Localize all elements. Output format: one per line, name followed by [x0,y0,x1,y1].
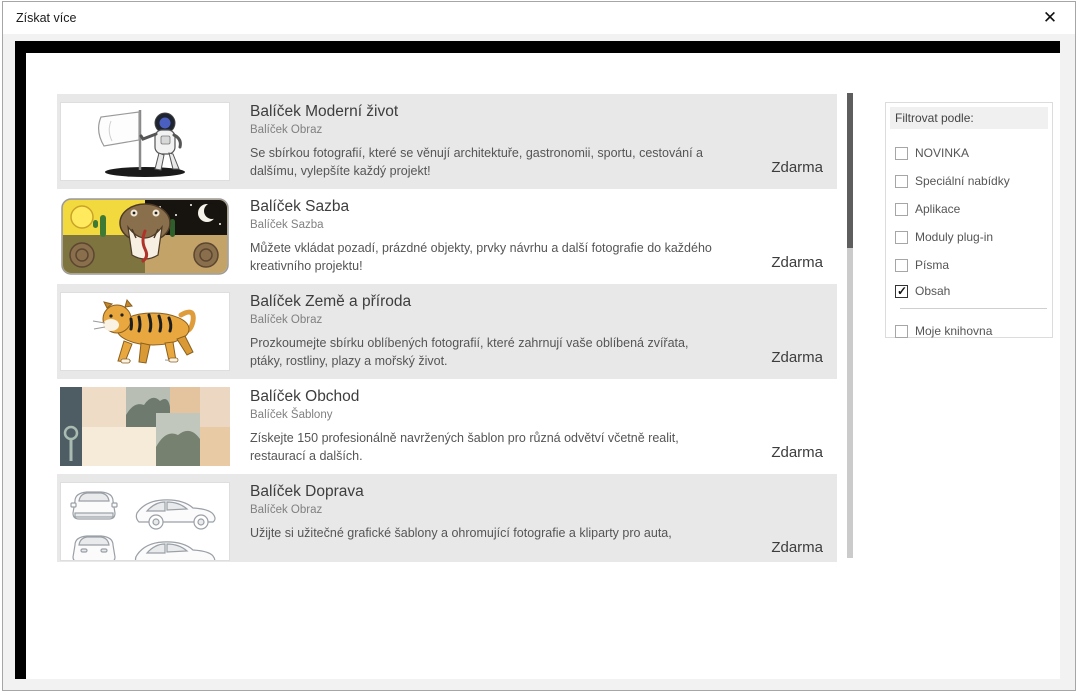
car-drawings-illustration [60,482,230,561]
checkbox-icon[interactable] [895,175,908,188]
dialog-title: Získat více [16,11,77,25]
package-price: Zdarma [771,539,823,556]
filter-item-moje-knihovna[interactable] [895,317,1052,345]
webview-left-bar [15,41,26,679]
scrollbar-thumb[interactable] [847,93,853,248]
checkbox-icon[interactable] [895,325,908,338]
store-webview [15,41,1060,679]
package-price: Zdarma [771,159,823,176]
checkbox-icon[interactable] [895,231,908,244]
astronaut-flag-illustration [60,102,230,181]
checkbox-icon[interactable] [895,203,908,216]
filter-label: Moduly plug-in [915,230,994,244]
package-title: Balíček Moderní život [250,103,399,120]
business-template-collage [60,387,230,466]
package-description: Můžete vkládat pozadí, prázdné objekty, prvky návrhu a další fotografie do každého kreativního projektu! [250,241,712,273]
package-subtitle: Balíček Šablony [250,409,333,421]
tiger-illustration [60,292,230,371]
package-title: Balíček Sazba [250,198,350,215]
list-scrollbar[interactable] [847,93,853,558]
filter-list [886,133,1052,345]
close-icon[interactable]: ✕ [1042,8,1058,27]
package-row-sazba[interactable] [57,189,837,284]
dialog-content [3,34,1075,690]
package-list [57,94,837,562]
package-subtitle: Balíček Obraz [250,504,323,516]
filter-item-specialni-nabidky[interactable] [895,167,1052,195]
filter-item-pisma[interactable] [895,251,1052,279]
package-price: Zdarma [771,349,823,366]
checkbox-icon[interactable] [895,259,908,272]
package-description: Prozkoumejte sbírku oblíbených fotografií, které zahrnují vaše oblíbená zvířata, ptáky, rostliny, plazy a mořský život. [250,336,689,368]
package-price: Zdarma [771,254,823,271]
dialog-titlebar [3,2,1075,34]
filter-label: Speciální nabídky [915,174,1010,188]
checkbox-icon[interactable] [895,147,908,160]
desert-snake-illustration [60,197,230,276]
package-subtitle: Balíček Obraz [250,314,323,326]
package-price: Zdarma [771,444,823,461]
package-row-zeme-a-priroda[interactable] [57,284,837,379]
filter-divider [900,308,1047,309]
package-row-moderni-zivot[interactable] [57,94,837,189]
get-more-dialog [2,1,1076,691]
package-title: Balíček Obchod [250,388,360,405]
checkbox-checked-icon[interactable] [895,285,908,298]
filter-label: Moje knihovna [915,324,993,338]
package-title: Balíček Doprava [250,483,364,500]
package-row-obchod[interactable] [57,379,837,474]
filter-label: Obsah [915,284,951,298]
package-subtitle: Balíček Sazba [250,219,324,231]
package-description: Získejte 150 profesionálně navržených šablon pro různá odvětví včetně realit, restaurací a dalších. [250,431,679,463]
filter-label: Aplikace [915,202,961,216]
package-title: Balíček Země a příroda [250,293,412,310]
package-subtitle: Balíček Obraz [250,124,323,136]
filter-item-obsah[interactable] [895,279,1052,303]
filter-header: Filtrovat podle: [890,107,1048,129]
filter-item-aplikace[interactable] [895,195,1052,223]
package-row-doprava[interactable] [57,474,837,562]
package-description: Se sbírkou fotografií, které se věnují architektuře, gastronomii, sportu, cestování a dalšímu, vylepšíte každý projekt! [250,146,704,178]
package-description: Užijte si užitečné grafické šablony a ohromující fotografie a kliparty pro auta, [250,526,672,540]
filter-label: Písma [915,258,950,272]
filter-label: NOVINKA [915,146,970,160]
filter-item-moduly-plug-in[interactable] [895,223,1052,251]
webview-top-bar [15,41,1060,53]
filter-panel [885,102,1053,338]
filter-item-novinka[interactable] [895,139,1052,167]
